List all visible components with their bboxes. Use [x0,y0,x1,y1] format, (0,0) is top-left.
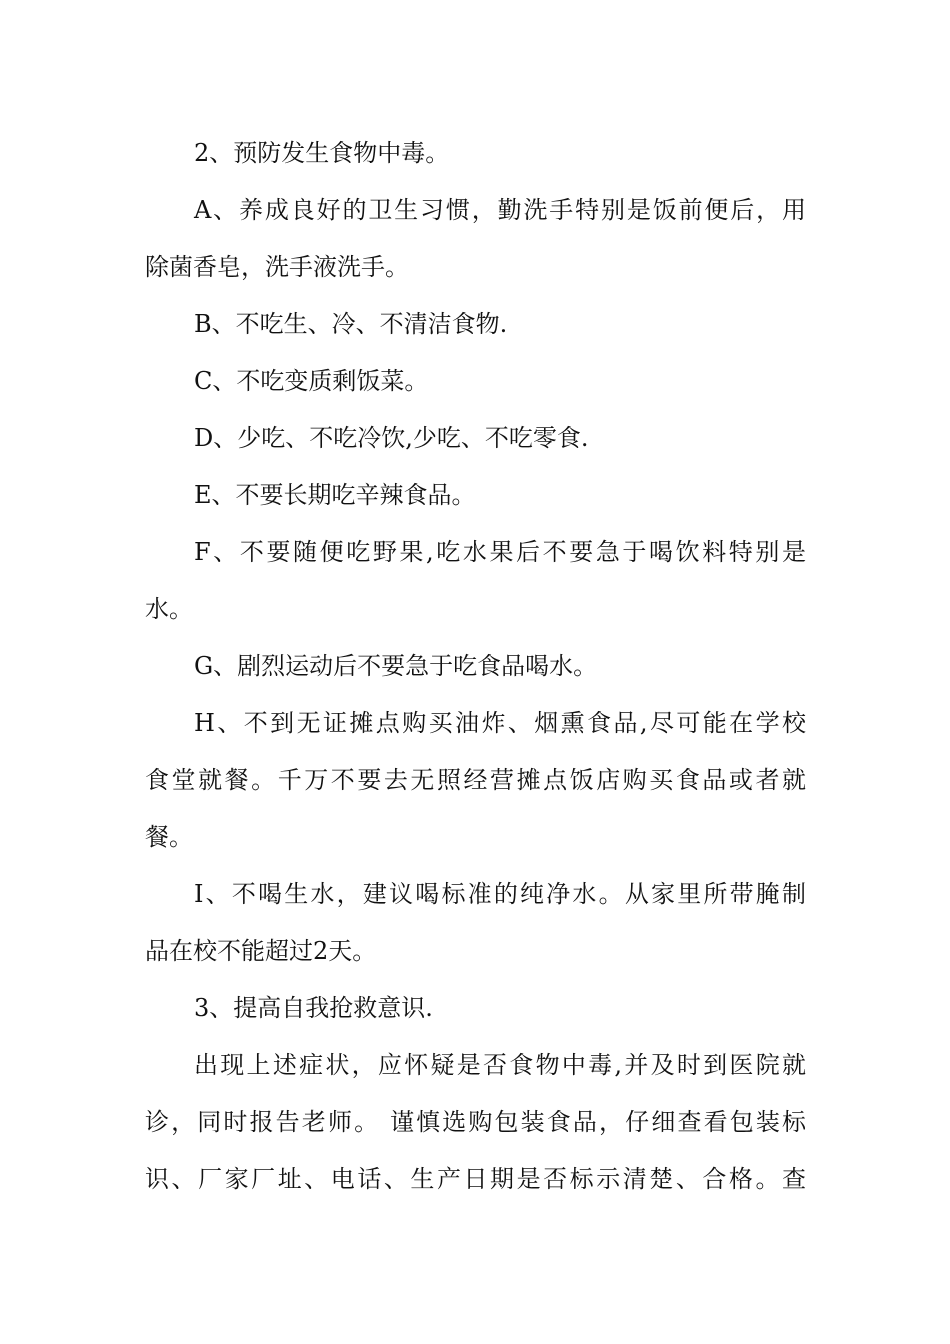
section-heading-2: 2、预防发生食物中毒。 [194,139,450,167]
paragraph-line: 除菌香皂，洗手液洗手。 [145,253,409,281]
paragraph-line: 水。 [145,595,193,623]
paragraph-line: F、不要随便吃野果,吃水果后不要急于喝饮料特别是 [194,538,806,566]
section-heading-3: 3、提高自我抢救意识. [194,994,433,1022]
paragraph-line: 出现上述症状，应怀疑是否食物中毒,并及时到医院就 [194,1051,806,1079]
paragraph-line: C、不吃变质剩饭菜。 [194,367,429,395]
paragraph-line: 食堂就餐。千万不要去无照经营摊点饭店购买食品或者就 [145,766,806,794]
paragraph-line: B、不吃生、冷、不清洁食物. [194,310,508,338]
paragraph-line: 品在校不能超过2天。 [145,937,377,965]
paragraph-line: D、少吃、不吃冷饮,少吃、不吃零食. [194,424,589,452]
paragraph-line: 诊，同时报告老师。 谨慎选购包装食品，仔细查看包装标 [145,1108,806,1136]
paragraph-line: E、不要长期吃辛辣食品。 [194,481,476,509]
paragraph-line: 餐。 [145,823,193,851]
paragraph-line: H、不到无证摊点购买油炸、烟熏食品,尽可能在学校 [194,709,806,737]
paragraph-line: A、养成良好的卫生习惯，勤洗手特别是饭前便后，用 [194,196,806,224]
paragraph-line: I、不喝生水，建议喝标准的纯净水。从家里所带腌制 [194,880,806,908]
paragraph-line: 识、厂家厂址、电话、生产日期是否标示清楚、合格。查 [145,1165,806,1193]
paragraph-line: G、剧烈运动后不要急于吃食品喝水。 [194,652,598,680]
